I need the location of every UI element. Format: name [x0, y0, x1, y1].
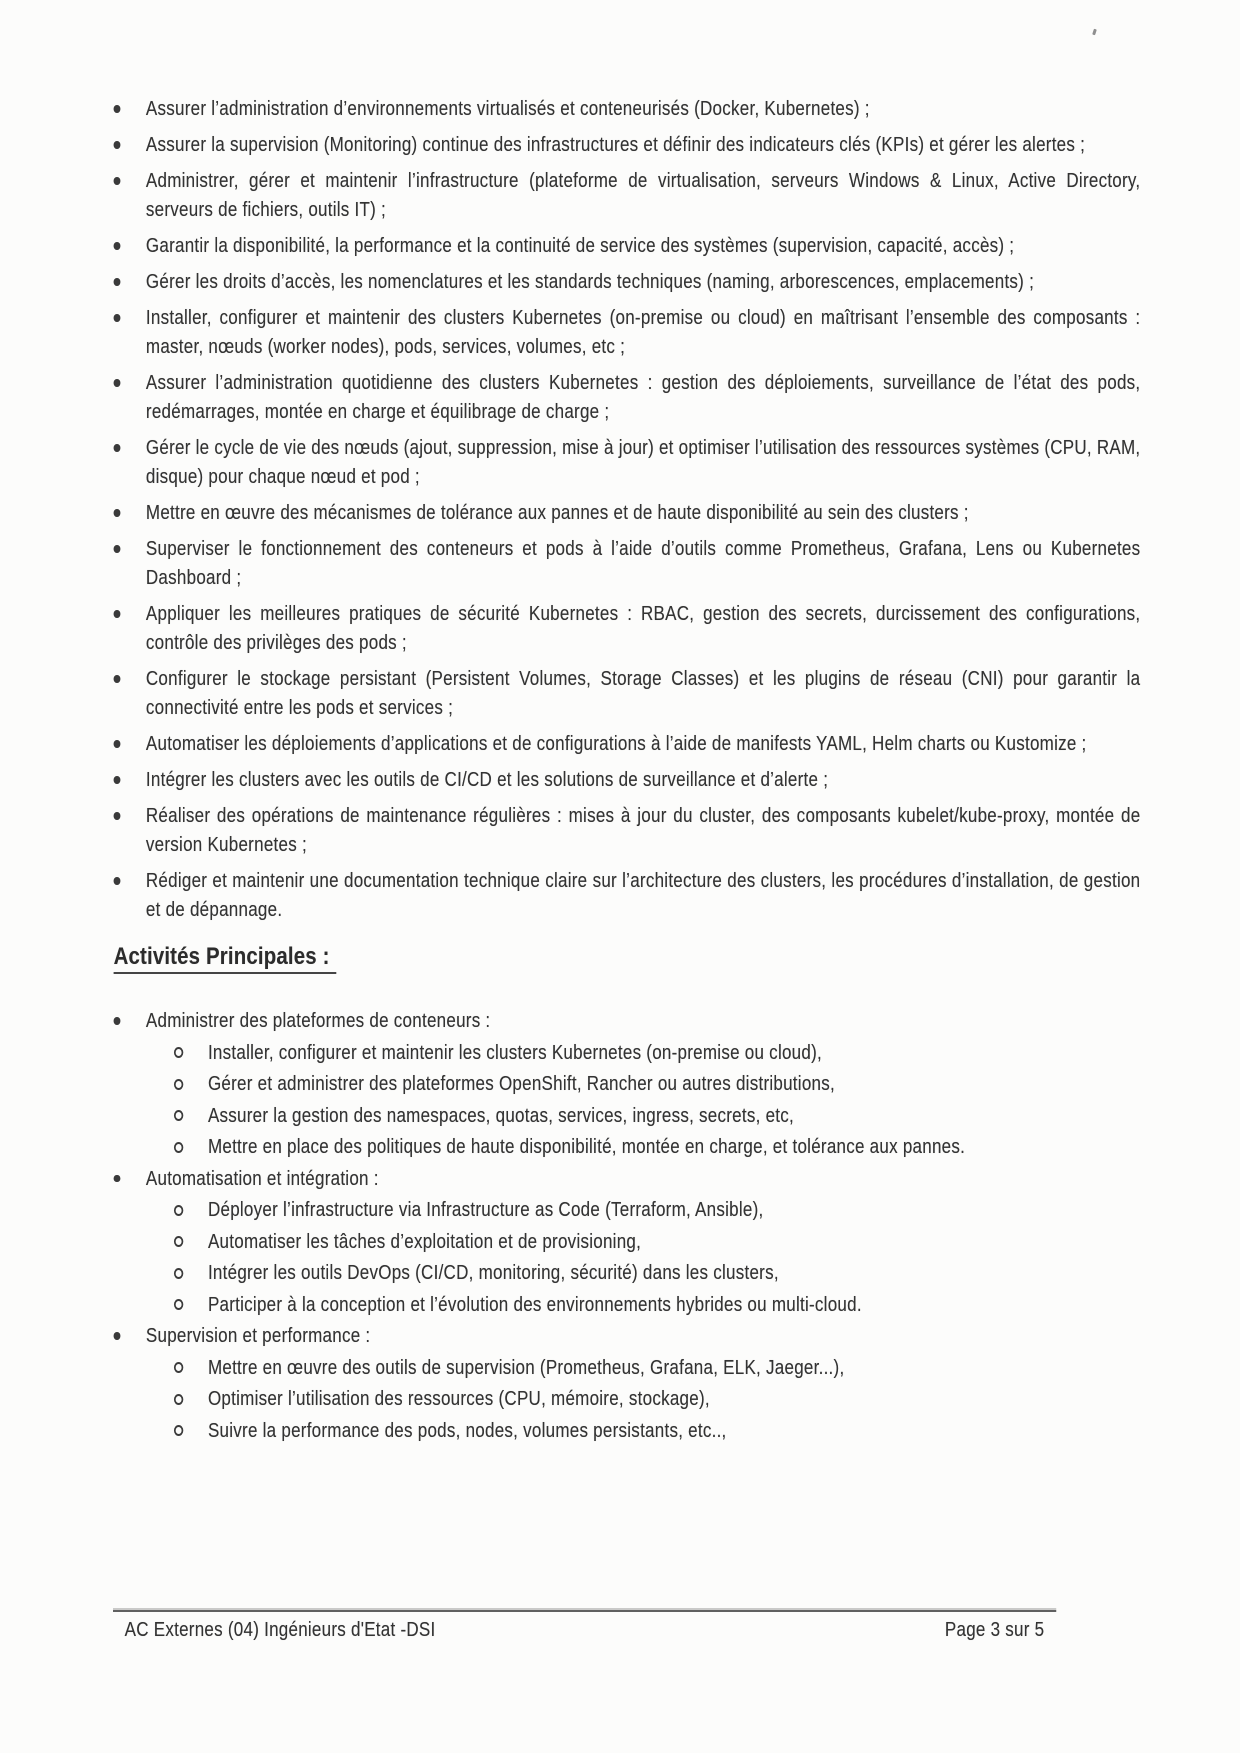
page-content — [100, 0, 1141, 1641]
mission-list — [100, 95, 1140, 925]
list-item: Administrer, gérer et maintenir l’infrastructure (plateforme de virtualisation, serveurs Windows & Linux, Active Directory, serveurs de fichiers, outils IT) ; — [146, 167, 1141, 225]
activity-sublist — [146, 1039, 1141, 1163]
activity-subitem: Mettre en œuvre des outils de supervision (Prometheus, Grafana, ELK, Jaeger...), — [208, 1354, 1140, 1383]
list-item: Intégrer les clusters avec les outils de CI/CD et les solutions de surveillance et d’alerte ; — [146, 766, 1141, 795]
activity-subitem: Gérer et administrer des plateformes OpenShift, Rancher ou autres distributions, — [208, 1070, 1140, 1099]
list-item: Assurer l’administration d’environnements virtualisés et conteneurisés (Docker, Kubernetes) ; — [146, 95, 1141, 124]
activity-sublist — [146, 1354, 1141, 1446]
activity-group-label: Administrer des plateformes de conteneurs : — [145, 1010, 491, 1032]
activity-subitem: Participer à la conception et l’évolution des environnements hybrides ou multi-cloud. — [208, 1291, 1140, 1320]
section-heading-text: Activités Principales : — [114, 943, 337, 974]
activity-subitem: Automatiser les tâches d’exploitation et de provisioning, — [208, 1228, 1140, 1257]
activity-group — [146, 1165, 1141, 1320]
activity-subitem: Intégrer les outils DevOps (CI/CD, monitoring, sécurité) dans les clusters, — [208, 1259, 1140, 1288]
list-item: Garantir la disponibilité, la performance et la continuité de service des systèmes (supervision, capacité, accès) ; — [146, 232, 1141, 261]
list-item: Appliquer les meilleures pratiques de sécurité Kubernetes : RBAC, gestion des secrets, durcissement des configurations, contrôle des privilèges des pods ; — [146, 600, 1141, 658]
list-item: Mettre en œuvre des mécanismes de tolérance aux pannes et de haute disponibilité au sein des clusters ; — [146, 499, 1141, 528]
activities-list — [100, 1007, 1140, 1446]
list-item: Configurer le stockage persistant (Persistent Volumes, Storage Classes) et les plugins de réseau (CNI) pour garantir la connectivité entre les pods et services ; — [146, 665, 1141, 723]
activity-group-label: Automatisation et intégration : — [145, 1167, 379, 1190]
list-item: Assurer la supervision (Monitoring) continue des infrastructures et définir des indicateurs clés (KPIs) et gérer les alertes ; — [146, 131, 1141, 160]
section-heading — [114, 942, 1141, 972]
activity-subitem: Suivre la performance des pods, nodes, volumes persistants, etc.., — [208, 1417, 1140, 1446]
list-item: Gérer les droits d’accès, les nomenclatures et les standards techniques (naming, arborescences, emplacements) ; — [146, 268, 1141, 297]
list-item: Superviser le fonctionnement des conteneurs et pods à l’aide d’outils comme Prometheus, Grafana, Lens ou Kubernetes Dashboard ; — [146, 535, 1141, 593]
list-item: Réaliser des opérations de maintenance régulières : mises à jour du cluster, des composants kubelet/kube-proxy, montée de version Kubernetes ; — [146, 802, 1141, 860]
list-item: Installer, configurer et maintenir des clusters Kubernetes (on-premise ou cloud) en maîtrisant l’ensemble des composants : master, nœuds (worker nodes), pods, services, volumes, etc ; — [146, 304, 1141, 362]
activity-subitem: Déployer l’infrastructure via Infrastructure as Code (Terraform, Ansible), — [208, 1196, 1140, 1225]
activity-group — [146, 1007, 1141, 1162]
activity-subitem: Installer, configurer et maintenir les clusters Kubernetes (on-premise ou cloud), — [208, 1039, 1140, 1068]
activity-subitem: Mettre en place des politiques de haute disponibilité, montée en charge, et tolérance aux pannes. — [208, 1133, 1140, 1162]
activity-subitem: Optimiser l’utilisation des ressources (CPU, mémoire, stockage), — [208, 1385, 1140, 1414]
list-item: Rédiger et maintenir une documentation technique claire sur l’architecture des clusters, les procédures d’installation, de gestion et de dépannage. — [146, 867, 1141, 925]
list-item: Assurer l’administration quotidienne des clusters Kubernetes : gestion des déploiements, surveillance de l’état des pods, redémarrages, montée en charge et équilibrage de charge ; — [146, 369, 1141, 427]
footer-page-number: Page 3 sur 5 — [944, 1619, 1045, 1641]
activity-subitem: Assurer la gestion des namespaces, quotas, services, ingress, secrets, etc, — [208, 1102, 1140, 1131]
list-item: Automatiser les déploiements d’applications et de configurations à l’aide de manifests YAML, Helm charts ou Kustomize ; — [146, 730, 1141, 759]
activity-sublist — [146, 1196, 1141, 1320]
page-footer — [113, 1610, 1057, 1643]
activity-group-label: Supervision et performance : — [145, 1325, 371, 1347]
activity-group — [146, 1322, 1141, 1446]
footer-left-text: AC Externes (04) Ingénieurs d'Etat -DSI — [124, 1619, 436, 1641]
list-item: Gérer le cycle de vie des nœuds (ajout, suppression, mise à jour) et optimiser l’utilisation des ressources systèmes (CPU, RAM, disque) pour chaque nœud et pod ; — [146, 434, 1141, 492]
